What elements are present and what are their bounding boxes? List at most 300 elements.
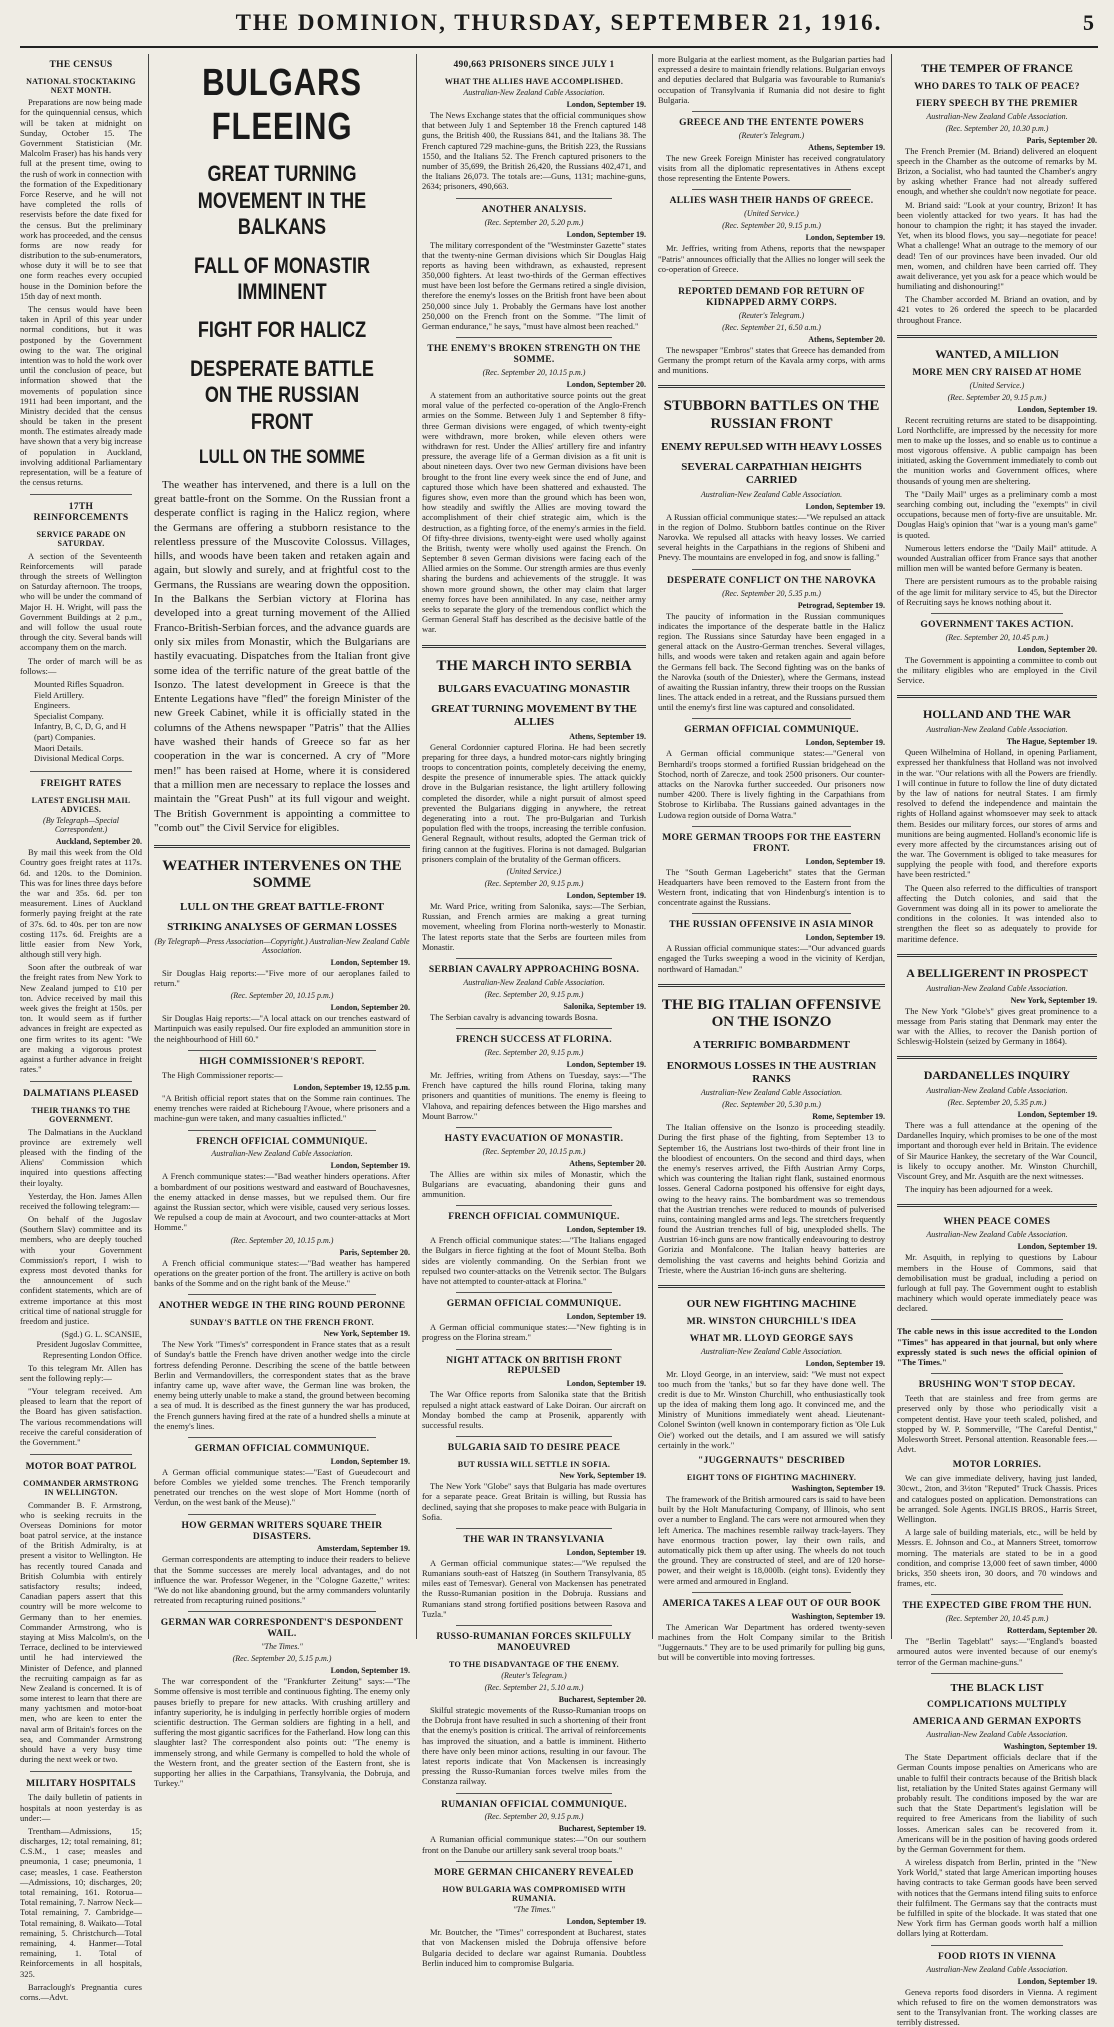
dateline: London, September 19. [1017,1976,1097,1986]
headline-deck: FIERY SPEECH BY THE PREMIER [915,98,1079,109]
received-line: (Rec. September 20, 10.15 p.m.) [230,1235,334,1245]
received-line: (Rec. September 20, 5.20 p.m.) [484,217,584,227]
received-line: (Rec. September 20, 9.15 p.m.) [722,221,821,231]
source-line: (By Telegraph—Special Correspondent.) [43,816,119,835]
divider [188,1050,376,1051]
divider [188,1611,376,1612]
divider [422,645,646,648]
divider [931,1673,1063,1674]
headline: GERMAN WAR CORRESPONDENT'S DESPONDENT WAIL. [160,1618,404,1640]
article-text: "Your telegram received. Am pleased to learn that the report of the Board has given satisfaction. The various recommendations will receive the careful consideration of the Government." [20,1386,142,1448]
divider [188,1437,376,1438]
dateline: Amsterdam, September 19. [316,1544,410,1554]
headline: WHEN PEACE COMES [943,1217,1051,1228]
divider [456,1292,612,1293]
article-text: Queen Wilhelmina of Holland, in opening Parliament, expressed her thankfulness that Holland was not involved in the war. "Our relations with all the Powers are friendly. I will continue in future to follow the line of duty dictated by the law of nations for neutral States. I am firmly resolved to defend the independence and maintain the rights of Holland against whomsoever may seek to attack them. Besides our military forces, our stores of arms and munitions are being augmented. Holland's economic life is every more affected by the circumstances arising out of the war. The Government is obliged to take measures for supplying the people with food, and therefore exports have been restricted." [897,747,1097,880]
divider [692,913,851,914]
list-item: Field Artillery. [34,689,84,700]
source-line: Australian-New Zealand Cable Association. [926,1086,1068,1096]
source-line: Australian-New Zealand Cable Association. [926,111,1068,121]
divider [692,280,851,281]
dateline: Washington, September 19. [1003,1742,1097,1752]
article-text: Mr. Lloyd George, in an interview, said: "We must not expect too much from the 'tanks,' but so far they have done well. The credit is due to Mr. Winston Churchill, who enthusiastically took up the idea of making them long ago. It convinced me, and the Ministry of Munitions immediately went ahead. Lieutenant-Colonel Swinton (well known in contemporary fiction as 'Ole Luk Oie') worked out the details, and I am assured we will satisfy certainly in the work." [658,1368,885,1450]
headline: HASTY EVACUATION OF MONASTIR. [444,1133,624,1144]
headline: DESPERATE CONFLICT ON THE NAROVKA [667,575,876,586]
dateline: London, September 20. [330,1003,410,1013]
article-text: The Serbian cavalry is advancing towards Bosna. [430,1011,598,1022]
dateline: London, September 19. [566,1917,646,1927]
article-text: The News Exchange states that the official communiques show that between July 1 and September 18 the French captured 148 guns, the British 400, the Russians 841, and the Italians 38. The French captured 729 machine-guns, the British 223, the Russians 1550, and the Italians 52. The French captured prisoners to the number of 35,699, the British 26,420, the Russians 402,471, and the Italians 26,073. The totals are:—Guns, 1131; machine-guns, 2634; prisoners, 490,663. [422,110,646,192]
headline: A BELLIGERENT IN PROSPECT [906,965,1088,980]
headline: AMERICA TAKES A LEAF OUT OF OUR BOOK [662,1598,881,1609]
march-order-list [34,679,142,764]
received-line: (Rec. September 20, 5.35 p.m.) [722,588,821,598]
notice: The cable news in this issue accredited to the London "Times" has appeared in that journal, but only where expressly stated is such news the official opinion of "The Times." [897,1326,1097,1368]
subheadline: HOW BULGARIA WAS COMPROMISED WITH RUMANIA. [442,1884,626,1903]
received-line: (Rec. September 20, 5.35 p.m.) [947,1098,1047,1108]
divider [188,1514,376,1515]
headline: THE ENEMY'S BROKEN STRENGTH ON THE SOMME. [427,344,641,366]
divider [692,111,851,112]
headline: WANTED, A MILLION [935,346,1059,361]
article-text: The New York "Globe's" gives great prominence to a message from Paris stating that Denmark may enter the war with the Allies, to recover the Danish portion of Schleswig-Holstein (seized by Germany in 1864). [897,1005,1097,1047]
divider [456,1625,612,1626]
dateline: London, September 19. [566,229,646,239]
article-text: Mr. Asquith, in replying to questions by Labour members in the House of Commons, said that demobilisation must be gradual, including a period on furlough at full pay. The Government ought to establish machinery which would operate immediately peace was declared. [897,1252,1097,1314]
dateline: London, September 19. [805,933,885,943]
divider [456,1861,612,1862]
article-text: A French official communique states:—"The Italians engaged the Bulgars in fierce fighting at the foot of Mount Stelba. Both sides are violently commanding. On the Serbian front we repulsed two counter-attacks on the Vetrenik sector. The Bulgars have not attempted to counter-attack at Florina." [422,1235,646,1287]
headline: RUMANIAN OFFICIAL COMMUNIQUE. [441,1799,627,1810]
dateline: Washington, September 19. [791,1484,885,1494]
headline-deck: ENORMOUS LOSSES IN THE AUSTRIAN RANKS [666,1059,877,1085]
dateline: London, September 19. [330,1456,410,1466]
source-line: "The Times." [261,1642,303,1652]
headline: THE BIG ITALIAN OFFENSIVE ON THE ISONZO [661,996,882,1031]
source-line: (United Service.) [969,380,1025,390]
subheadline: WHAT THE ALLIES HAVE ACCOMPLISHED. [444,76,624,86]
article-text: The framework of the British armoured cars is said to have been built by the Holt Manufacturing Company, of Illinois, who sent over a number to England. The cars were not armoured when they left America. The machines resemble railway track-layers. They have enormous traction power, lay their own rails, and automatically pick them up after using. The wheels do not touch the ground. They are constructed of steel, and are of 120 horse-power, and their weight is 18,000lb. (eight tons). Evidently they were armed and armoured in England. [658,1494,885,1586]
headline: 490,663 PRISONERS SINCE JULY 1 [453,60,615,70]
source-line: (Reuter's Telegram.) [738,310,805,320]
divider [658,385,885,388]
article-text: The War Office reports from Salonika state that the British repulsed a night attack eastward of Lake Doiran. Our aircraft on Monday bombed the camp at Prosenik, apparently with successful results. [422,1389,646,1430]
article-text: The "South German Lagebericht" states that the German Headquarters have been removed to the Eastern front from the Western front, indicating that von Hindenburg's intention is to concentrate against the Russians. [658,866,885,908]
headline: GERMAN OFFICIAL COMMUNIQUE. [194,1443,370,1454]
article-text: Numerous letters endorse the "Daily Mail" attitude. A wounded Australian officer from France says that another million men will be wanted before Germany is beaten. [897,542,1097,574]
dateline: London, September 19. [566,1547,646,1557]
article-text: The Queen also referred to the difficulties of transport affecting the Dutch colonies, and said that the Government was doing all in its power to ameliorate the conditions in the colonies. It was intended also to strengthen the fleet so as adequately to provide for maritime defence. [897,882,1097,944]
dateline: Bucharest, September 19. [558,1824,646,1834]
headline: GOVERNMENT TAKES ACTION. [920,619,1074,630]
article-text: Mr. Boutcher, the "Times" correspondent at Bucharest, states that von Mackensen misled the Dobruja offensive before Bulgaria decided to declare war against Rumania. Doubtless Berlin induced him to compromise Bulgaria. [422,1927,646,1968]
divider [658,984,885,987]
divider [456,1528,612,1529]
headline: GREECE AND THE ENTENTE POWERS [679,117,864,128]
divider [30,1454,132,1455]
divider [30,1771,132,1772]
article-text: A German official communique states:—"We repulsed the Rumanians south-east of Hatszeg (in Southern Transylvania, 85 miles east of Temesvar). General von Mackensen has penetrated the Russo-Rumanian position in the Dobruja. Russians and Rumanians stand strong fortified positions between Rasova and Tuzla." [422,1557,646,1619]
article-text: The new Greek Foreign Minister has received congratulatory visits from all the diplomatic representatives in Athens except those representing the Entente Powers. [658,152,885,184]
dateline: Bucharest, September 20. [558,1695,646,1705]
article-text: The inquiry has been adjourned for a week. [905,1184,1053,1195]
dateline: London, September 20. [566,380,646,390]
article-text: A German official communique states:—"East of Gueudecourt and before Combles we yielded some trenches. The French temporarily penetrated our trenches on the west slope of Mort Homme (north of Verdun, on the west bank of the Meuse)." [154,1466,410,1508]
article-text: A French communique states:—"Bad weather hinders operations. After a bombardment of our positions westward and eastward of Bouchavesnes, the enemy attacked in dense masses, but we repulsed them. Our fire against the Russian sector, which were visible, caused very serious losses. We repulsed a coup de main at Avocourt, and two counter-attacks at Mort Homme." [154,1171,410,1233]
headline: GERMAN OFFICIAL COMMUNIQUE. [684,725,859,736]
column-1 [20,54,142,2002]
list-item: Divisional Medical Corps. [34,753,124,764]
article-text: The war correspondent of the "Frankfurter Zeitung" says:—"The Somme offensive is most terrible and continuous fighting. The enemy only pauses briefly to prepare for new attacks. With crushing artillery and infantry superiority, he is indulging in perfectly horrible orgies of modern scientific destruction. The German soldiers are fighting in a hell, and suffering the most gigantic sacrifices for the Fatherland. How long can this slaughter last? The correspondent also points out: "The enemy is immensely strong, and while Germany is compelled to hold the whole of the Western front, and the greater section of the Eastern front, she is supporting her allies in the Carpathians, Transylvania, the Dobruja, and Turkey." [154,1676,410,1789]
headline-deck: LULL ON THE SOMME [199,446,365,468]
article-text: The military correspondent of the "Westminster Gazette" states that the twenty-nine German divisions which Sir Douglas Haig reports as having been withdrawn, as exhausted, represent 350,000 fighters. At least two-thirds of the German effectives must have been lost before the Germans retired a single division, therefore the enemy's losses on the British front have been about 250,000 since July 1. Probably the Germans have lost another 250,000 on the French front on the Somme. "The limit of German endurance," he says, "must have almost been reached." [422,239,646,332]
list-item: Engineers. [34,700,71,711]
source-line: Australian-New Zealand Cable Association. [926,983,1068,993]
article-continuation: more Bulgaria at the earliest moment, as the Bulgarian parties had expressed a desire to maintain friendly relations. Bulgarian envoys and deputies declared that Bulgaria was favourable to Rumania's occupation of Transylvania if Rumania did not desire to fight Bulgaria. [658,54,885,105]
headline-deck: FALL OF MONASTIR IMMINENT [193,252,371,304]
divider [692,189,851,190]
dateline: Athens, September 20. [808,334,885,344]
divider [456,1028,612,1029]
subheadline: THEIR THANKS TO THE GOVERNMENT. [31,1106,131,1125]
article-text: A German official communique states:—"New fighting is in progress on the Florina stream." [422,1322,646,1343]
headline-deck: STRIKING ANALYSES OF GERMAN LOSSES [167,921,397,934]
headline: GERMAN OFFICIAL COMMUNIQUE. [446,1299,622,1310]
source-line: Australian-New Zealand Cable Association. [926,1730,1068,1740]
article-text: Commander B. F. Armstrong, who is seeking recruits in the Overseas Dominions for motor boat patrol service, at the instance of the British Admiralty, is at present a visitor to Wellington. He has recently toured Canada and British Columbia with entirely satisfactory results; indeed, Canadian papers assert that this country will be more welcome to Germany than to her enemies. Commander Armstrong, who is staying at Miss Malcolm's, on the Terrace, declined to be interviewed until he had interviewed the Minister of Defence, and planned the recruiting campaign as far as New Zealand is concerned. It is of some interest to learn that there are many yachtsmen and motor-boat men, who are keen to enter the naval arm of Britain's forces on the sea, and Commander Armstrong should have a very busy time during the next week or two. [20,1499,142,1765]
headline: WEATHER INTERVENES ON THE SOMME [162,858,402,892]
list-item: Specialist Company. [34,710,104,721]
column-rule [416,54,417,1639]
headline: MORE GERMAN TROOPS FOR THE EASTERN FRONT. [662,832,881,854]
divider [456,1436,612,1437]
dateline: Paris, September 20. [339,1247,410,1257]
dateline: London, September 19. [805,1358,885,1368]
received-line: (Rec. September 21, 6.50 a.m.) [722,322,821,332]
column-3 [422,54,647,1968]
headline: FRENCH OFFICIAL COMMUNIQUE. [196,1136,368,1147]
article-text: There was a full attendance at the opening of the Dardanelles Inquiry, which promises to be one of the most important and thorough ever held in Britain. The evidence of Sir Maurice Hankey, the secretary of the War Council, is likely to occupy another. Mr. Winston Churchill, Viscount Grey, and Mr. Asquith are the next witnesses. [897,1120,1097,1182]
subheadline: EIGHT TONS OF FIGHTING MACHINERY. [686,1472,857,1482]
headline: HOLLAND AND THE WAR [923,707,1071,722]
source-line: Australian-New Zealand Cable Association. [700,489,843,499]
divider [456,198,612,199]
source-line: Australian-New Zealand Cable Association. [700,1088,843,1098]
divider [931,1945,1063,1946]
received-line: (Rec. September 20, 10.15 p.m.) [482,1146,586,1156]
divider [897,695,1097,698]
source-line: Australian-New Zealand Cable Association. [700,1346,843,1356]
received-line: (Rec. September 20, 5.15 p.m.) [232,1654,332,1664]
article-text: The Italian offensive on the Isonzo is proceeding steadily. During the first phase of the fighting, from September 13 to September 16, the Austrians lost two-thirds of their front line in the bloodiest of encounters. On the second and third days, when the enemy's reserves arrived, the Fifth Austrian Army Corps, which was countering the Italian right flank, sustained enormous losses. General Cadorna postponed his offensive for eight days, owing to the heavy rains. The bombardment was so tremendous that the Austrian trenches were reduced to mounds of pulverised ruins, containing mangled arms and legs. The stretchers frequently found the Austrian trenches full of big, unexploded shells. The Austrian 16-inch guns are now frantically endeavouring to destroy Gorizia and Monfalcone. The Italian heavy batteries are demolishing the vast caverns and heights behind Gorizia and Trieste, where the Austrian 16-inch guns are sheltering. [658,1122,885,1275]
article-text: The census would have been taken in April of this year under normal conditions, but it was postponed by the Government owing to the war. The original intention was to hold the work over until the conclusion of peace, but information showed that the movements of population since 1911 had been important, and the Ministry decided that the census should be taken in the present month. The estimates already made have shown that a very big increase of population in Auckland, involving additional Parliamentary representation, will be a feature of the census returns. [20,304,142,488]
lead-summary: The weather has intervened, and there is a lull on the great battle-front on the Somme. On the Russian front a desperate conflict is raging in the Halicz region, where the Germans are offering a stubborn resistance to the relentless pressure of the Muscovite Colossus. Villages, hills, and woods have been taken and retaken again and again, but slowly and surely, and at frightful cost to the Germans, the Russians are wearing down the opposition. In the Balkans the Serbian victory at Florina has developed into a great turning movement of the Allied Franco-British-Serbian forces, and the advance guards are only six miles from Monastir, which the Bulgarians are hastily evacuating. Dispatches from the Italian front give some idea of the terrific nature of the great battle of the Isonzo. The latest development in Greece is that the Entente Legations have "fled" the foreign Minister of the new Greek Cabinet, while it is officially stated in the columns of the Athens newspaper "Patris" that the Allies have washed their hands of Greece so far as her cooperation in the war is concerned. A cry of "More men!" has been raised at Home, where it is considered that a million men are necessary to replace the losses and maintain the "Great Push" at its full vigour and weight. The British Government is appointing a committee to "comb out" the Civil Service for eligibles. [154,478,410,834]
article-text: A statement from an authoritative source points out the great moral value of the perfected co-operation of the Anglo-French armies on the Somme. Between July 1 and September 8 fifty-three German divisions were engaged, of which twenty-eight were withdrawn, more broken, while eleven others were withdrawn for rest. Under the Allies' artillery fire and infantry pressure, the average life of a German division as a fit unit is about nineteen days. Over two new German divisions have been brought to the front line every week since the end of June, and captured those which have been shattered and exhausted. The figures show, even more than the ground which has been won, how steadily and swiftly the Allies are moving toward the accomplishment of their chief strategic aim, which is the destruction, as a fighting force, of the enemy's armies in the field. Of fifty-three divisions, twenty-eight were used wholly against the British, twenty were wholly used against the French. On September 8 seven German divisions were facing each of the Allied armies on the Somme. Our strength armies are thus evenly sharing the burdens and achievements of the struggle. It was shown more ground shown, the other may claim that larger enemy forces have been annihilated. In any case, neither army seeks to separate the glory of the tremendous conflict which the German General Staff has described as the decisive battle of the war. [422,390,646,635]
headline: THE BLACK LIST [950,1681,1044,1694]
divider [456,337,612,338]
dateline: Petrograd, September 19. [797,600,885,610]
article-text: A Russian official communique states:—"We repulsed an attack in the region of Dolmo. Stubborn battles continue on the River Narovka. We repulsed all attacks with heavy losses. We carried several heights in the Carpathians in the regions of Shibeni and Pnevy. The mountains are enveloped in fog, and snow is falling." [658,511,885,563]
received-line: (Rec. September 20, 9.15 p.m.) [484,1047,584,1057]
headline-deck: A TERRIFIC BOMBARDMENT [693,1039,850,1052]
dateline: Salonika, September 19. [563,1001,646,1011]
headline: RUSSO-RUMANIAN FORCES SKILFULLY MANOEUVRED [436,1632,632,1653]
dateline: Athens, September 20. [569,1158,646,1168]
column-rule [148,54,149,1639]
subheadline: BUT RUSSIA WILL SETTLE IN SOFIA. [457,1460,611,1470]
headline: THE CENSUS [49,60,113,70]
headline: NIGHT ATTACK ON BRITISH FRONT REPULSED [446,1355,622,1377]
headline-deck: GREAT TURNING MOVEMENT IN THE BALKANS [197,161,367,240]
dateline: London, September 19. [330,957,410,967]
article-text: The daily bulletin of patients in hospitals at noon yesterday is as under:— [20,1792,142,1823]
headline: STUBBORN BATTLES ON THE RUSSIAN FRONT [663,398,880,432]
advertisement: Barraclough's Pregnantia cures corns.—Advt. [20,1981,142,2002]
divider [897,335,1097,338]
subheadline: COMMANDER ARMSTRONG IN WELLINGTON. [23,1479,139,1498]
dateline: London, September 19. [566,1059,646,1069]
dateline: London, September 19. [1017,1242,1097,1252]
received-line: (Rec. September 20, 10.30 p.m.) [945,123,1049,133]
article-text: The New York "Times's" correspondent in France states that as a result of Sunday's battle the French have driven another wedge into the circle fortress defending Peronne. Describing the scene of the battle between Berlin and Vermandovillers, the correspondent states that as the brave infantry came up, wave after wave, the German line was broken, the enemy being utterly unable to make a stand, the ground between becoming a sea of mud. It is described as the finest gunnery the war has produced, the French gunners having fired at the rate of a hundred shells a minute at the enemy's lines. [154,1339,410,1431]
headline: HOW GERMAN WRITERS SQUARE THEIR DISASTERS. [181,1520,383,1542]
source-line: (By Telegraph—Press Association—Copyright.) Australian-New Zealand Cable Association. [154,936,410,955]
divider [456,1127,612,1128]
divider [188,1130,376,1131]
headline: THE RUSSIAN OFFENSIVE IN ASIA MINOR [669,920,874,931]
divider [658,1285,885,1288]
headline-deck: SEVERAL CARPATHIAN HEIGHTS CARRIED [681,461,862,487]
dateline: Athens, September 19. [808,142,885,152]
headline: FREIGHT RATES [40,778,122,789]
headline: DARDANELLES INQUIRY [923,1068,1071,1083]
headline: SERBIAN CAVALRY APPROACHING BOSNA. [428,964,640,975]
column-4 [658,54,885,1663]
headline: ANOTHER ANALYSIS. [481,204,587,215]
article-text: Mr. Jeffries, writing from Athens on Tuesday, says:—"The French have captured the hills round Florina, taking many prisoners and quantities of munitions. The enemy is fleeing to Vlahova, and repairing defences between the Higo marshes and Mount Barrow." [422,1069,646,1121]
dateline: London, September 19. [1017,404,1097,414]
article-text: The "Daily Mail" urges as a preliminary comb a most searching combing out, including the "exempts" in civil occupations, because men of forty-five are unsuitable. Mr. Douglas Haig's opinion that "war is a young man's game" is quoted. [897,488,1097,540]
dateline: London, September 19. [805,738,885,748]
received-line: (Rec. September 21, 5.10 a.m.) [484,1683,584,1693]
headline: MORE GERMAN CHICANERY REVEALED [434,1867,634,1878]
headline: FOOD RIOTS IN VIENNA [938,1951,1056,1962]
headline-deck: GREAT TURNING MOVEMENT BY THE ALLIES [431,703,637,729]
dateline: London, September 19. [1017,1110,1097,1120]
article-text: The New York "Globe" says that Bulgaria has made overtures for a separate peace. Great Britain is willing, but Russia has declined, saying that she proposes to make peace with Bulgaria in Sofia. [422,1481,647,1522]
article-text: A wireless dispatch from Berlin, printed in the "New York World," stated that large American importing houses having contracts to take German goods have been served with notices that the Germans intend filing suits to enforce their fulfilment. The Germans say that the contracts must be fulfilled in spite of the blockade. It was stated that one New York firm has German goods worth half a million dollars lying at Rotterdam. [897,1857,1097,1939]
divider [456,1793,612,1794]
source-line: (Reuter's Telegram.) [501,1671,567,1681]
newspaper-title: THE DOMINION, THURSDAY, SEPTEMBER 21, 1916. [235,10,883,35]
dateline: Athens, September 19. [569,731,646,741]
divider [456,1349,612,1350]
column-2 [154,54,410,1789]
dateline: London, September 20. [1017,644,1097,654]
article-text: German correspondents are attempting to induce their readers to believe that the Somme successes are merely local advantages, and do not influence the war. Professor Wegener, in the "Cologne Gazette," writes: "We do not like abandoning ground, but the army commanders voluntarily retreated from recapturing ruined positions." [154,1554,410,1606]
article-text: To this telegram Mr. Allen has sent the following reply:— [20,1362,142,1383]
divider [692,1592,851,1593]
dateline: London, September 19, 12.55 p.m. [293,1082,410,1092]
received-line: (Rec. September 20, 9.15 p.m.) [484,989,584,999]
headline: OUR NEW FIGHTING MACHINE [686,1298,857,1311]
article-text: Yesterday, the Hon. James Allen received the following telegram:— [20,1190,142,1211]
divider [154,845,410,848]
divider [931,1319,1063,1320]
subheadline: MORE MEN CRY RAISED AT HOME [912,367,1082,378]
subheadline: SERVICE PARADE ON SATURDAY. [36,530,126,549]
article-text: Mr. Ward Price, writing from Salonika, says:—The Serbian, Russian, and French armies are making a great turning movement, wheeling from Florina north-westerly to Monastir. The latest reports state that the Serbs are fourteen miles from Monastir. [422,900,646,952]
divider [30,771,132,772]
advertisement: A large sale of building materials, etc., will be held by Messrs. E. Johnson and Co., at Manners Street, tomorrow morning. The materials are stated to be in a good condition, and comprise 13,000 feet of sawn timber, 4000 bricks, 350 sheets iron, 30 doors, and 70 windows and frames, etc. [897,1527,1097,1589]
headline: MILITARY HOSPITALS [26,1779,136,1790]
headline: ALLIES WASH THEIR HANDS OF GREECE. [669,196,874,207]
page-number: 5 [1083,10,1094,35]
headline: THE EXPECTED GIBE FROM THE HUN. [902,1601,1092,1612]
article-text: Recent recruiting returns are stated to be disappointing. Lord Northcliffe, are impressed by the necessity for more men to make up the losses, and so enable us to continue a most vigorous offensive. A public campaign has been initiated, asking the Government immediately to comb out the munition works and Government offices, where thousands of young men are sheltering. [897,414,1097,486]
dateline: London, September 19. [805,501,885,511]
headline: DALMATIANS PLEASED [23,1089,139,1100]
dateline: Auckland, September 20. [55,837,142,847]
column-5 [897,54,1097,2027]
received-line: (Rec. September 20, 5.30 p.m.) [722,1100,821,1110]
dateline: London, September 19. [566,100,646,110]
article-text: The High Commissioner reports:— [162,1069,283,1080]
headline: THE TEMPER OF FRANCE [921,61,1073,75]
headline-deck: ENEMY REPULSED WITH HEAVY LOSSES [661,440,882,453]
article-text: On behalf of the Jugoslav (Southern Slav) committee and its members, who are deeply touched with your Government Commission's report, I wish to express most devoted thanks for the announcement of such confident statements, which are of extreme importance at this most critical time of national struggle for freedom and justice. [20,1214,142,1326]
article-text: Skilful strategic movements of the Russo-Rumanian troops on the Dobruja front have resulted in such a shortening of their front that the enemy's position is critical. The arrival of reinforcements has improved the situation, and a battle is imminent. Hitherto there have only been minor actions, resulting in our favour. The latest reports indicate that Von Mackensen is increasingly pressing the Russo-Rumanian forces twelve miles from the Constanza railway. [422,1705,646,1787]
article-text: The order of march will be as follows:— [20,655,142,676]
source-line: Australian-New Zealand Cable Association. [463,88,605,98]
dateline: Paris, September 20. [1026,135,1097,145]
source-line: Australian-New Zealand Cable Association. [926,1964,1068,1974]
source-line: Australian-New Zealand Cable Association. [926,1230,1068,1240]
headline: THE MARCH INTO SERBIA [436,657,632,674]
article-text: Geneva reports food disorders in Vienna. A regiment which refused to fire on the women demonstrators was sent to the Transylvanian front. The working classes are terribly distressed. [897,1986,1097,2027]
masthead [20,6,1098,48]
received-line: (Rec. September 20, 9.15 p.m.) [484,878,584,888]
divider [188,1294,376,1295]
article-text: M. Briand said: "Look at your country, Brizon! It has been violently attacked for two years. It has had the honour to champion the right; it has stayed the invader. Yet, when its blood flows, you say—negotiate for peace! What a challenge! What an outrage to the memory of our dead! Ten of our provinces have been invaded. Our old men, women, and children have been carried off. They await deliverance, yet you ask for a peace which would be humiliating and dishonouring!" [897,199,1097,292]
headline: MOTOR BOAT PATROL [25,1462,137,1473]
headline-deck: LULL ON THE GREAT BATTLE-FRONT [180,900,384,913]
headline: FRENCH SUCCESS AT FLORINA. [456,1035,612,1046]
source-line: (Reuter's Telegram.) [738,130,805,140]
article-text: The Allies are within six miles of Monastir, which the Bulgarians are evacuating, abandoning their guns and ammunition. [422,1168,646,1200]
dateline: London, September 19. [805,856,885,866]
subheadline: "JUGGERNAUTS" DESCRIBED [697,1456,846,1466]
article-text: By mail this week from the Old Country goes freight rates at 117s. 6d. and 120s. to the Dominion. This was for lines three days before the war and 35s. 6d. per ton measurement. Lines of Auckland formerly paying freight at the rate of 37s. 6d. to 40s. per ton are now costing 117s. 6d. Freights are a little easier from New York, although still very high. [20,847,142,960]
headline-deck: FIGHT FOR HALICZ [197,317,367,343]
divider [456,958,612,959]
article-text: A Rumanian official communique states:—"On our southern front on the Danube our artillery sank several troop boats." [422,1834,646,1855]
received-line: (Rec. September 20, 10.45 p.m.) [945,632,1049,642]
signature: (Sgd.) G. L. SCANSIE, President Jugoslav Committee, Representing London Office. [36,1329,142,1360]
dateline: London, September 19. [566,1312,646,1322]
received-line: (Rec. September 20, 10.15 p.m.) [482,368,586,378]
headline-deck: BULGARS EVACUATING MONASTIR [437,682,631,695]
dateline: London, September 19. [805,233,885,243]
article-text: The paucity of information in the Russian communiques indicates the importance of the desperate battle in the Halicz region. The Russians since Saturday have been engaged in a general attack on the Austro-German trenches. Several villages, hills, and woods were taken and retaken again and again before the Germans fell back. The Second fighting was on the banks of the Narovka (south of the Dniester), where the Germans, instead of awaiting the Russian infantry, threw their troops on the Russian lines. The attack ended in a retreat, and the Russians pursued them until the enemy's first line was captured and consolidated. [658,610,885,713]
headline: HIGH COMMISSIONER'S REPORT. [199,1056,365,1067]
divider [897,954,1097,957]
subheadline: TO THE DISADVANTAGE OF THE ENEMY. [449,1659,619,1669]
divider [456,1205,612,1206]
divider [897,1056,1097,1059]
dateline: New York, September 19. [559,1471,646,1481]
advertisement: Teeth that are stainless and free from germs are preserved only by those who periodically visit a competent dentist. Have your teeth scaled, polished, and stopped by W. P. Sommerville, "The Careful Dentist," Molesworth Street. Personal attention. Reasonable fees.—Advt. [897,1393,1097,1455]
received-line: (Rec. September 20, 9.15 p.m.) [484,1812,584,1822]
list-item: Infantry, B, C, D, G, and H (part) Companies. [34,721,127,743]
source-line: Australian-New Zealand Cable Association. [211,1149,353,1159]
article-text: The American War Department has ordered twenty-seven machines from the Holt Company similar to the British "Juggernauts." They are to be used primarily for pulling big guns, but will be convertible into moving fortresses. [658,1621,885,1663]
dateline: London, September 19. [330,1666,410,1676]
article-text: A Russian official communique states:—"Our advanced guards engaged the Turks sweeping a wood in the vicinity of Kerdjan, northward of Hamadan." [658,943,885,974]
article-text: Trentham—Admissions, 15; discharges, 12; total remaining, 81; C.S.M., 1 case; measles and pneumonia, 1 case; pneumonia, 1 case; measles, 1 case. Featherston—Admissions, 10; discharges, 20; total remaining, 161. Rotorua—Total remaining, 7. Narrow Neck—Total remaining, 7. Cambridge—Total remaining, 8. Waikato—Total remaining, 5. Christchurch—Total remaining, 4. Hanmer—Total remaining, 1. Total of Reinforcements in all hospitals, 325. [20,1825,142,1979]
article-text: The Chamber accorded M. Briand an ovation, and by 421 votes to 26 ordered the speech to be placarded throughout France. [897,294,1097,325]
dateline: Rome, September 19. [812,1112,885,1122]
dateline: London, September 19. [330,1161,410,1171]
article-text: Mr. Jeffries, writing from Athens, reports that the newspaper "Patris" announces officially that the Allies no longer will seek the co-operation of Greece. [658,243,885,274]
headline-deck: COMPLICATIONS MULTIPLY [926,1700,1068,1711]
main-headline: BULGARS FLEEING [202,62,362,148]
divider [931,613,1063,614]
subheadline: LATEST ENGLISH MAIL ADVICES. [31,795,131,814]
headline-deck: DESPERATE BATTLE ON THE RUSSIAN FRONT [190,355,374,434]
dateline: London, September 19. [566,1379,646,1389]
received-line: (Rec. September 20, 10.15 p.m.) [230,991,334,1001]
source-line: Australian-New Zealand Cable Association. [926,725,1068,735]
list-item: Mounted Rifles Squadron. [34,678,124,689]
column-rule [891,54,892,1639]
headline: BULGARIA SAID TO DESIRE PEACE [447,1443,621,1454]
subheadline: NATIONAL STOCKTAKING NEXT MONTH. [26,76,136,96]
dateline: Washington, September 19. [791,1611,885,1621]
list-item: Maori Details. [34,742,84,753]
source-line: (United Service.) [506,866,562,876]
divider [30,494,132,495]
article-text: The "Berlin Tageblatt" says:—"England's boasted armoured autos were invented because of our enemy's terror of the German machine-guns." [897,1636,1097,1667]
divider [692,826,851,827]
article-text: Soon after the outbreak of war the freight rates from New York to New Zealand jumped to £10 per ton. Advice received by mail this week gives the freight at 150s. per ton. It would seem as if further advances in freight are expected as one firm writes to its agent: "We are making a vigorous protest against a further advance in freight rates." [20,962,142,1075]
headline-deck: WHAT MR. LLOYD GEORGE SAYS [689,1333,854,1344]
article-text: A French official communique states:—"Bad weather has hampered operations on the greater portion of the front. The artillery is active on both banks of the Somme and on the right bank of the Meuse." [154,1257,410,1288]
divider [692,569,851,570]
headline: 17TH REINFORCEMENTS [33,502,129,524]
source-line: (United Service.) [744,209,799,219]
divider [931,1594,1063,1595]
headline-deck: MR. WINSTON CHURCHILL'S IDEA [686,1316,857,1327]
article-text: The newspaper "Embros" states that Greece has demanded from Germany the prompt return of the Kavala army corps, with arms and munitions. [658,344,885,376]
divider [30,1081,132,1082]
article-text: A German official communique states:—"General von Bernhardi's troops stormed a fortified Russian bridgehead on the Stochod, north of Zarecze, and took 2500 prisoners. Our counter-attacks on the Narovka further succeeded. Our prisoners now number 4200. There is lively fighting in the Carpathians from Stobrose to Kirlibaba. The Russians gained advantages in the Ludowa region outside of Dorna Watra." [658,748,885,820]
headline-deck: AMERICA AND GERMAN EXPORTS [912,1717,1082,1728]
advertisement-heading: MOTOR LORRIES. [952,1460,1042,1471]
article-text: General Cordonnier captured Florina. He had been secretly preparing for three days, a hundred motor-cars nightly bringing troops to concentration points, completely deceiving the enemy, despite the presence of innumerable spies. The attack quickly drove in the Bulgarian resistance, the light artillery following completed the disorder, while a night pursuit of almost speed prevented the Bulgarians digging in anywhere, the retreat degenerating into a rout. The pro-Bulgarian and Turkish population fled with the troops, increasing the terrible confusion. General Regnault, without results, adopted the German trick of firing cannon at the fugitives. Florina is not damaged. Bulgarian prisoners complain of the brutality of the German officers. [422,741,646,864]
headline: ANOTHER WEDGE IN THE RING ROUND PERONNE [158,1301,406,1312]
source-line: "The Times." [513,1905,555,1915]
received-line: (Rec. September 20, 10.45 p.m.) [945,1614,1049,1624]
dateline: The Hague, September 19. [1006,737,1097,747]
received-line: (Rec. September 20, 9.15 p.m.) [947,392,1047,402]
dateline: London, September 19. [566,890,646,900]
article-text: A section of the Seventeenth Reinforcements will parade through the streets of Wellington on Saturday afternoon. The troops, who will be under the command of Major H. H. Wright, will pass the Government Buildings at 2 p.m., and will follow the usual route through the city. Several bands will accompany them on the march. [20,550,142,653]
subheadline: WHO DARES TO TALK OF PEACE? [914,81,1080,92]
article-text: Preparations are now being made for the quinquennial census, which will be taken at midnight on Sunday, October 15. The Government Statistician (Mr. Malcolm Fraser) has his hands very full at the present time, owing to the rush of work in connection with the formation of the Expeditionary Force Reserve, and he will not have completed the rolls of reservists before the date fixed for the census. But the preliminary work has proceeded, and the census forms are now ready for distribution to the sub-enumerators, whose duty it will be to see that one form reaches every occupied house in the Dominion before the 15th day of next month. [20,97,142,301]
article-text: The Dalmatians in the Auckland province are extremely well pleased with the finding of the Aliens' Commission which inquired into questions affecting their loyalty. [20,1126,142,1188]
article-text: "A British official report states that on the Somme rain continues. The enemy trenches were raided at Richebourg l'Avoue, where prisoners and a machine-gun were taken, and many casualties inflicted." [154,1092,410,1124]
